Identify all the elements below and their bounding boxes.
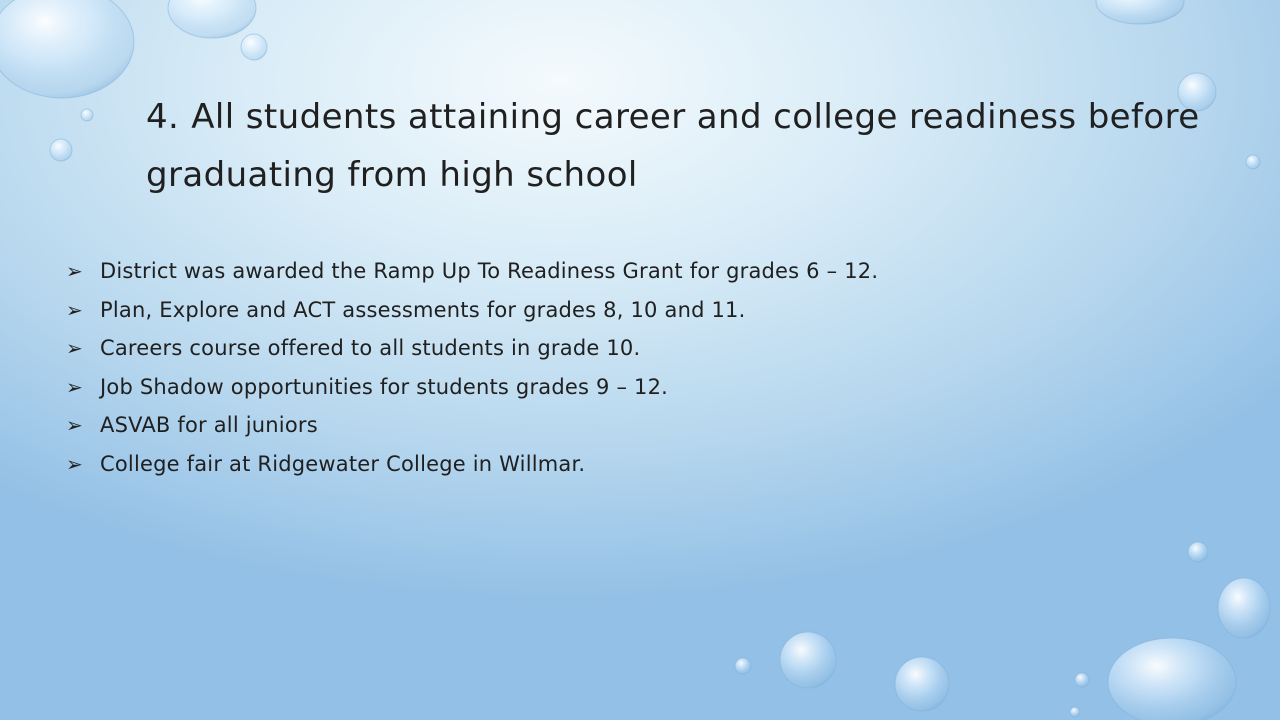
slide-title <box>146 88 1226 204</box>
bullet-list <box>66 252 878 483</box>
bullet-text: College fair at Ridgewater College in Willmar. <box>100 451 586 476</box>
droplet <box>1070 707 1080 717</box>
bullet-item <box>66 406 878 445</box>
droplet <box>1218 578 1270 638</box>
arrow-bullet-icon: ➢ <box>66 451 83 476</box>
droplet <box>1096 0 1184 24</box>
droplet <box>168 0 256 38</box>
bullet-text: Careers course offered to all students in grade 10. <box>100 336 641 361</box>
droplet <box>81 109 93 121</box>
droplet <box>50 139 72 161</box>
arrow-bullet-icon: ➢ <box>66 413 83 438</box>
droplet <box>0 0 134 98</box>
bullet-text: Plan, Explore and ACT assessments for grades 8, 10 and 11. <box>100 297 746 322</box>
bullet-text: District was awarded the Ramp Up To Readiness Grant for grades 6 – 12. <box>100 259 879 284</box>
droplet <box>780 632 836 688</box>
bullet-item <box>66 368 878 407</box>
droplet <box>1246 155 1260 169</box>
droplet <box>1075 673 1089 687</box>
arrow-bullet-icon: ➢ <box>66 259 83 284</box>
arrow-bullet-icon: ➢ <box>66 374 83 399</box>
bullet-item <box>66 291 878 330</box>
bullet-item <box>66 329 878 368</box>
droplet <box>241 34 267 60</box>
droplet <box>1188 542 1208 562</box>
bullet-text: ASVAB for all juniors <box>100 413 318 438</box>
bullet-item <box>66 252 878 291</box>
arrow-bullet-icon: ➢ <box>66 297 83 322</box>
droplet <box>735 658 751 674</box>
bullet-text: Job Shadow opportunities for students grades 9 – 12. <box>100 374 669 399</box>
arrow-bullet-icon: ➢ <box>66 336 83 361</box>
bullet-item <box>66 445 878 484</box>
droplet <box>895 657 949 711</box>
title-number: 4. <box>146 97 180 137</box>
title-text: All students attaining career and college readiness before graduating from high school <box>146 97 1200 195</box>
droplet <box>1108 638 1236 720</box>
